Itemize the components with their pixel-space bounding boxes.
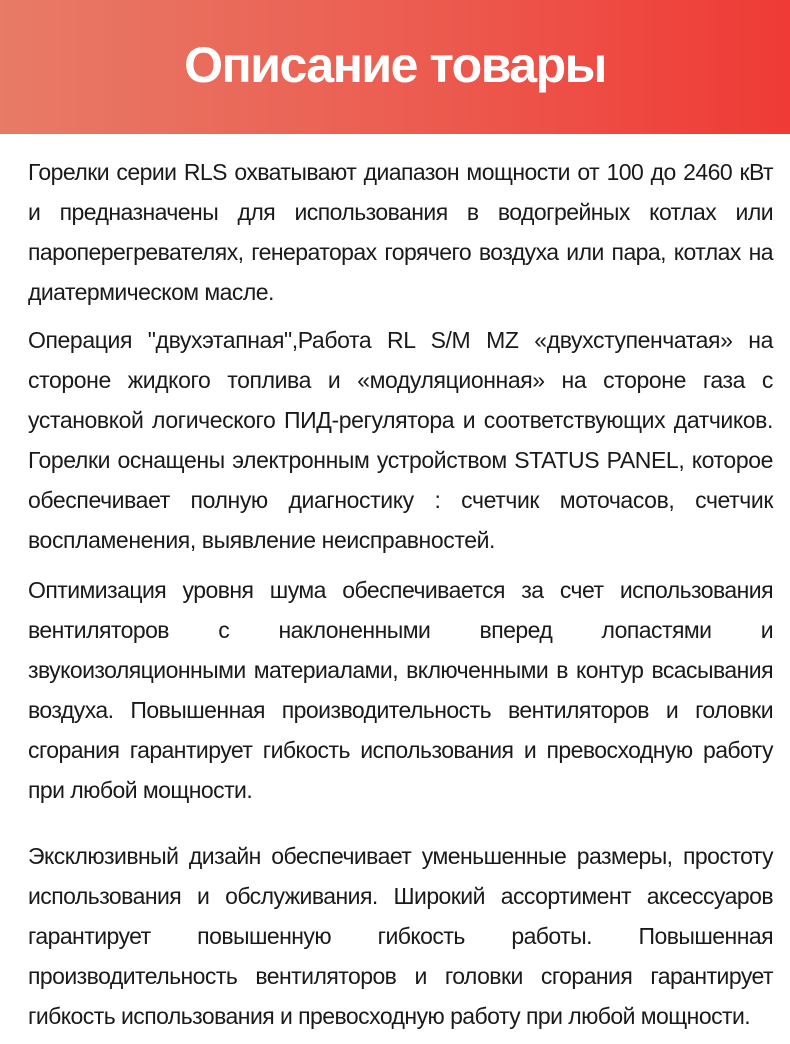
- header-banner: [0, 0, 790, 134]
- page-title: Описание товары: [184, 37, 606, 93]
- description-paragraph-3: Оптимизация уровня шума обеспечивается за счет использования вентиляторов с наклоненными вперед лопастями и звукоизоляционными материалами, включенными в контур всасывания воздуха. Повышенная производительность вентиляторов и головки сгорания гарантирует гибкость использования и превосходную работу при любой мощности.: [28, 577, 773, 803]
- description-paragraph-1: Горелки серии RLS охватывают диапазон мощности от 100 до 2460 кВт и предназначены для использования в водогрейных котлах или пароперегревателях, генераторах горячего воздуха или пара, котлах на диатермическом масле.: [28, 159, 773, 305]
- description-paragraph-4: Эксклюзивный дизайн обеспечивает уменьшенные размеры, простоту использования и обслуживания. Широкий ассортимент аксессуаров гарантирует повышенную гибкость работы. Повышенная производительность вентиляторов и головки сгорания гарантирует гибкость использования и превосходную работу при любой мощности.: [28, 843, 773, 1029]
- description-content: [28, 152, 773, 1036]
- description-paragraph-2: Операция "двухэтапная",Работа RL S/M MZ «двухступенчатая» на стороне жидкого топлива и «модуляционная» на стороне газа с установкой логического ПИД-регулятора и соответствующих датчиков. Горелки оснащены электронным устройством STATUS PANEL, которое обеспечивает полную диагностику : счетчик моточасов, счетчик воспламенения, выявление неисправностей.: [28, 327, 773, 553]
